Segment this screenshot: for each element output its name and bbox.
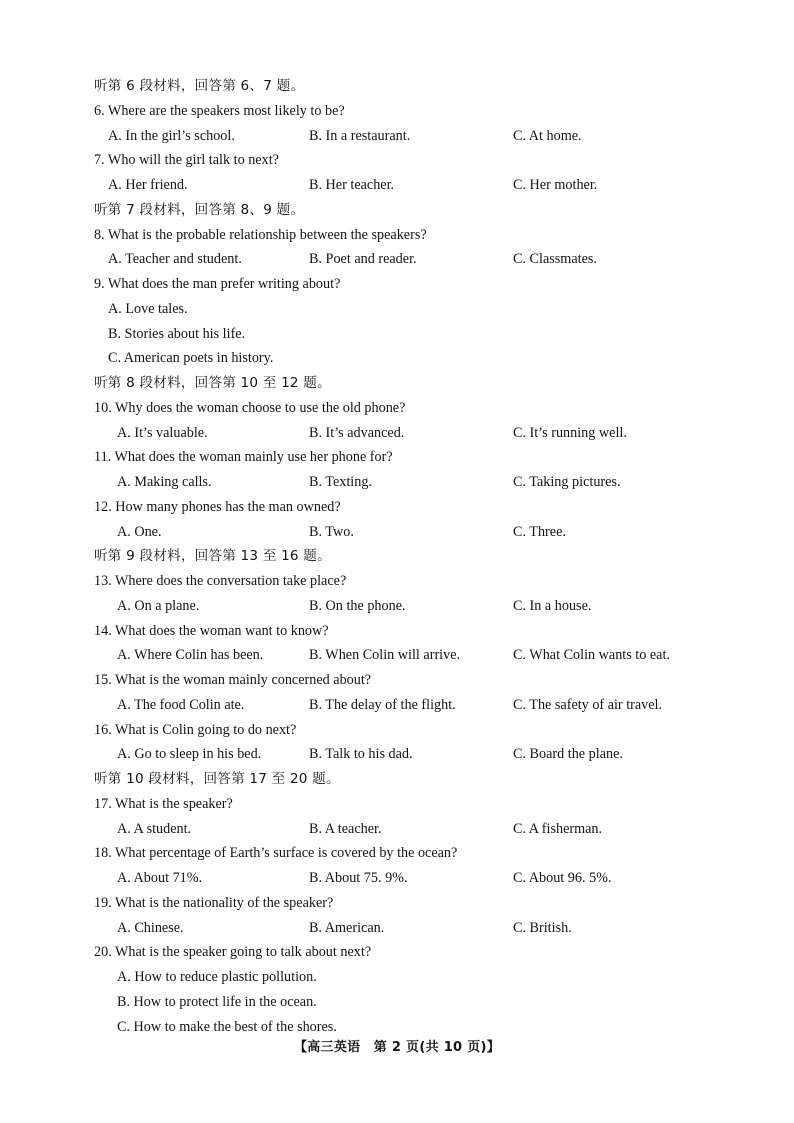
section-header-8: 听第 8 段材料，回答第 10 至 12 题。 <box>94 375 331 391</box>
question-8: 8. What is the probable relationship between the speakers? <box>94 226 427 243</box>
option-19b: B. American. <box>309 919 385 936</box>
question-14: 14. What does the woman want to know? <box>94 622 329 639</box>
option-7b: B. Her teacher. <box>309 177 395 193</box>
question-15: 15. What is the woman mainly concerned about? <box>94 672 372 688</box>
option-6b: B. In a restaurant. <box>309 127 411 144</box>
options-19 <box>94 916 734 941</box>
option-8c: C. Classmates. <box>513 251 597 268</box>
question-6: 6. Where are the speakers most likely to be? <box>94 102 345 119</box>
option-11a: A. Making calls. <box>117 474 212 490</box>
options-15 <box>94 693 734 718</box>
option-14c: C. What Colin wants to eat. <box>513 647 670 664</box>
options-18 <box>94 866 734 891</box>
option-16c: C. Board the plane. <box>513 746 623 763</box>
option-19c: C. British. <box>513 919 572 936</box>
option-14b: B. When Colin will arrive. <box>309 647 461 664</box>
options-8 <box>94 247 734 272</box>
option-12b: B. Two. <box>309 523 354 540</box>
page-footer: 【高三英语 第 2 页(共 10 页)】 <box>293 1040 501 1055</box>
option-15b: B. The delay of the flight. <box>309 696 456 713</box>
option-17c: C. A fisherman. <box>513 820 603 837</box>
options-17 <box>94 817 734 842</box>
question-16: 16. What is Colin going to do next? <box>94 721 297 738</box>
question-19: 19. What is the nationality of the speaker? <box>94 894 334 911</box>
options-6 <box>94 124 734 149</box>
question-list <box>94 74 734 1039</box>
option-20b: B. How to protect life in the ocean. <box>117 993 317 1010</box>
option-8b: B. Poet and reader. <box>309 251 417 268</box>
option-19a: A. Chinese. <box>117 919 184 936</box>
option-10c: C. It’s running well. <box>513 424 627 441</box>
option-10a: A. It’s valuable. <box>117 424 208 441</box>
option-11b: B. Texting. <box>309 474 372 490</box>
option-15a: A. The food Colin ate. <box>117 696 245 713</box>
options-10 <box>94 421 734 446</box>
option-13c: C. In a house. <box>513 597 592 614</box>
options-16 <box>94 742 734 767</box>
option-18a: A. About 71%. <box>117 870 203 886</box>
option-7c: C. Her mother. <box>513 177 598 193</box>
option-9a: A. Love tales. <box>108 300 188 317</box>
question-9: 9. What does the man prefer writing about? <box>94 276 341 292</box>
option-13b: B. On the phone. <box>309 597 406 614</box>
option-18b: B. About 75. 9%. <box>309 870 408 886</box>
option-12c: C. Three. <box>513 523 566 540</box>
options-11 <box>94 470 734 495</box>
question-11: 11. What does the woman mainly use her phone for? <box>94 449 393 466</box>
option-20a: A. How to reduce plastic pollution. <box>117 969 317 985</box>
option-12a: A. One. <box>117 523 162 540</box>
question-20: 20. What is the speaker going to talk about next? <box>94 944 372 961</box>
option-14a: A. Where Colin has been. <box>117 647 264 664</box>
option-10b: B. It’s advanced. <box>309 424 405 441</box>
option-6a: A. In the girl’s school. <box>108 127 235 144</box>
options-12 <box>94 520 734 545</box>
option-17a: A. A student. <box>117 820 192 837</box>
option-11c: C. Taking pictures. <box>513 474 621 490</box>
section-header-6: 听第 6 段材料，回答第 6、7 题。 <box>94 78 305 94</box>
section-header-7: 听第 7 段材料，回答第 8、9 题。 <box>94 201 305 218</box>
option-15c: C. The safety of air travel. <box>513 696 663 713</box>
option-18c: C. About 96. 5%. <box>513 870 612 886</box>
option-8a: A. Teacher and student. <box>108 251 242 268</box>
option-16b: B. Talk to his dad. <box>309 746 413 763</box>
option-13a: A. On a plane. <box>117 597 200 614</box>
question-13: 13. Where does the conversation take place? <box>94 573 347 589</box>
option-17b: B. A teacher. <box>309 820 382 837</box>
options-14 <box>94 643 734 668</box>
question-17: 17. What is the speaker? <box>94 795 233 812</box>
option-9b: B. Stories about his life. <box>108 325 246 342</box>
section-header-9: 听第 9 段材料，回答第 13 至 16 题。 <box>94 548 331 565</box>
section-header-10: 听第 10 段材料，回答第 17 至 20 题。 <box>94 771 340 787</box>
question-7: 7. Who will the girl talk to next? <box>94 152 279 169</box>
question-10: 10. Why does the woman choose to use the old phone? <box>94 399 406 416</box>
option-9c: C. American poets in history. <box>108 350 274 367</box>
option-20c: C. How to make the best of the shores. <box>117 1018 337 1035</box>
question-18: 18. What percentage of Earth’s surface is covered by the ocean? <box>94 845 458 862</box>
option-6c: C. At home. <box>513 127 582 144</box>
options-7 <box>94 173 734 198</box>
options-13 <box>94 594 734 619</box>
question-12: 12. How many phones has the man owned? <box>94 498 341 515</box>
option-7a: A. Her friend. <box>108 177 188 193</box>
option-16a: A. Go to sleep in his bed. <box>117 746 262 763</box>
